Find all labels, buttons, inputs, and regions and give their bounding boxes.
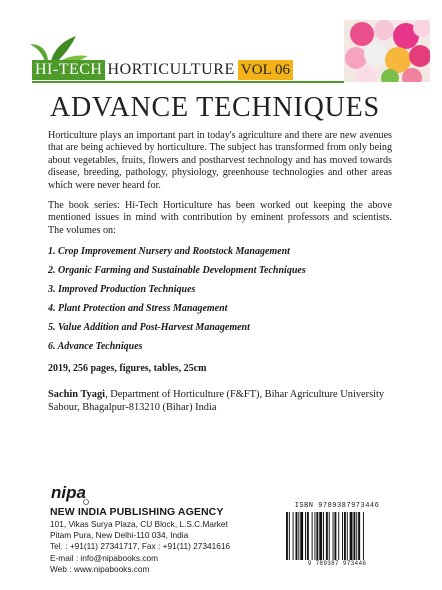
- blurb-paragraph-1: Horticulture plays an important part in today's agriculture and there are new avenues that are being achieved by horticulture. The subject has transformed from only being about vegetables, fruits, flowers and postharvest technology and has moved towards disease, breeding, pathology, physiology, greenhouse technologies and other areas which were never heard for.: [48, 130, 392, 191]
- publisher-block: [50, 506, 290, 575]
- blurb-paragraph-2: The book series: Hi-Tech Horticulture has been worked out keeping the above mentioned issues in mind with contribution by eminent professors and scientists. The volumes on:: [48, 200, 392, 236]
- publisher-name: NEW INDIA PUBLISHING AGENCY: [50, 506, 224, 518]
- author-name: Sachin Tyagi: [48, 388, 106, 400]
- brand-horticulture: HORTICULTURE: [107, 61, 235, 78]
- header-band: [0, 0, 442, 92]
- isbn-barcode: [282, 502, 392, 570]
- volume-item: 3. Improved Production Techniques: [48, 284, 196, 296]
- volume-item: 6. Advance Techniques: [48, 341, 143, 353]
- volume-item: 4. Plant Protection and Stress Management: [48, 303, 228, 315]
- volume-item: 2. Organic Farming and Sustainable Development Techniques: [48, 265, 306, 277]
- publisher-email: E-mail : info@nipabooks.com: [50, 552, 159, 563]
- series-brand: [32, 60, 344, 80]
- brand-volume: VOL 06: [238, 60, 293, 80]
- publisher-website: Web : www.nipabooks.com: [50, 563, 150, 574]
- volume-item: 5. Value Addition and Post-Harvest Management: [48, 322, 250, 334]
- volume-item: 1. Crop Improvement Nursery and Rootstock Management: [48, 246, 290, 258]
- publisher-phone: Tel. : +91(11) 27341717, Fax : +91(11) 27341616: [50, 541, 231, 552]
- author-affiliation: , Department of Horticulture (F&FT), Bihar Agriculture University Sabour, Bhagalpur-813210 (Bihar) India: [48, 388, 385, 413]
- publication-details: 2019, 256 pages, figures, tables, 25cm: [48, 363, 207, 375]
- flower-photo-image: [344, 20, 430, 82]
- publisher-address-2: Pitam Pura, New Delhi-110 034, India: [50, 530, 189, 541]
- volume-list: [48, 245, 392, 353]
- brand-underline: [32, 81, 344, 83]
- author-info: [48, 388, 392, 414]
- barcode-icon: [282, 512, 392, 560]
- nipa-logo-icon: [50, 480, 90, 506]
- book-title: ADVANCE TECHNIQUES: [50, 92, 380, 123]
- barcode-number: 9 789387 973446: [307, 560, 367, 567]
- brand-hitech: HI-TECH: [32, 60, 105, 80]
- blurb: [48, 130, 392, 414]
- svg-text:nipa: nipa: [51, 483, 86, 502]
- publisher-address-1: 101, Vikas Surya Plaza, CU Block, L.S.C.Market: [50, 519, 228, 529]
- isbn-label: ISBN 9789387973446: [294, 502, 380, 510]
